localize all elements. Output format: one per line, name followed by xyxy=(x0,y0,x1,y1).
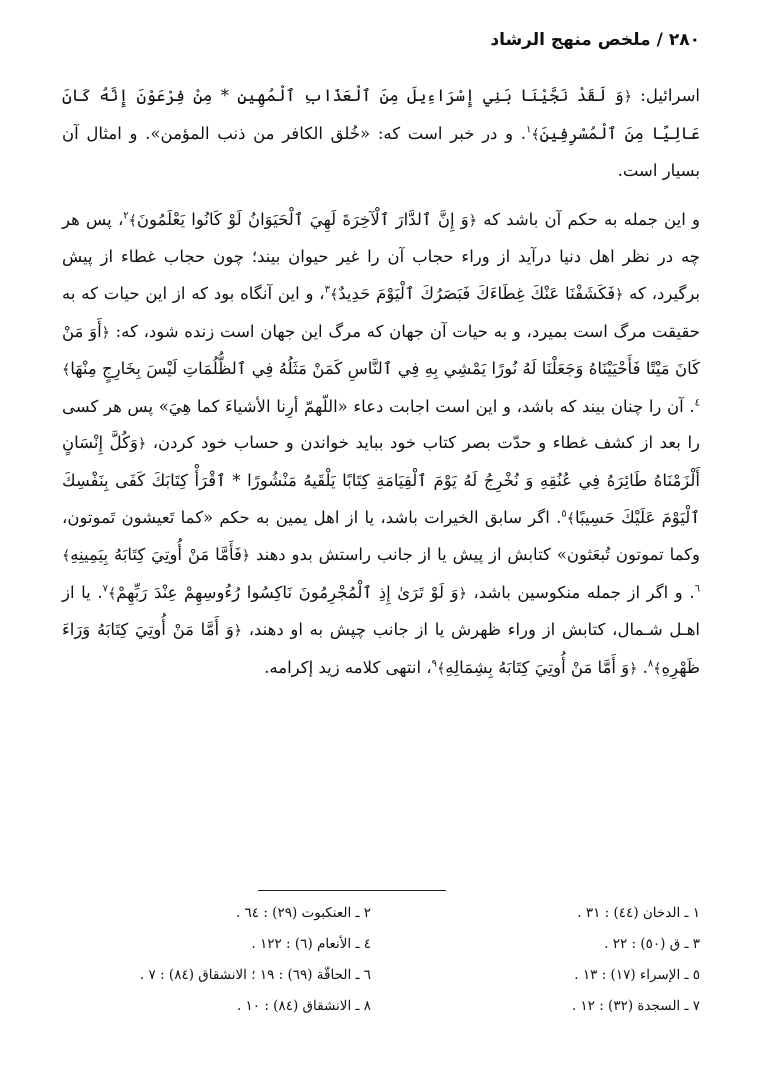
text-segment: . یا از اهـل شـمال، کتابش از وراء ظهرش یا از جانب چپش به او دهند، xyxy=(62,582,700,640)
quran-verse: وَ أَمَّا مَنْ أُوتِيَ كِتَابَهُ وَرَاءَ ظَهْرِهِ xyxy=(62,620,700,677)
text-segment: . اگر سابق الخيرات باشد، یا از اهل یمین به حکم «كما تَعيشون تَموتون، وكما تموتون تُبعَثون» کتابش از پیش یا از جانب راستش بدو دهند xyxy=(62,507,700,565)
quran-verse: وَ لَقَدْ نَجَّيْنَا بَنِي إِسْرَاءِيلَ مِنَ ٱلْعَذَابِ ٱلْمُهِينِ * مِنْ فِرْعَوْنَ إِنَّهُ كَانَ عَالِيًا مِنَ ٱلْمُسْرِفِينَ xyxy=(62,86,701,143)
quran-verse: فَكَشَفْنَا عَنْكَ غِطَاءَكَ فَبَصَرُكَ ٱلْيَوْمَ حَدِيدٌ xyxy=(338,283,616,303)
quran-verse: وَ أَمَّا مَنْ أُوتِيَ كِتَابَهُ بِشِمَالِهِ xyxy=(445,657,630,677)
quran-verse: وَ إِنَّ ٱلدَّارَ ٱلْآخِرَةَ لَهِيَ ٱلْحَيَوَانُ لَوْ كَانُوا يَعْلَمُونَ xyxy=(136,209,469,229)
footnote-ref: ۹ xyxy=(431,658,438,670)
paragraph-2: و این جمله به حکم آن باشد که ﴿وَ إِنَّ ٱلدَّارَ ٱلْآخِرَةَ لَهِيَ ٱلْحَيَوَانُ لَوْ كَانُوا يَعْلَمُونَ﴾$^۲$، پس هر چه در نظر اهل دنیا درآید از وراء حجاب آن را غیر حیوان بیند؛ چون حجاب غطاء از پیش برگیرد، که ﴿فَكَشَفْنَا عَنْكَ غِطَاءَكَ فَبَصَرُكَ ٱلْيَوْمَ حَدِيدٌ﴾$^۳$، و این آنگاه بود که از این حیات که به حقیقت مرگ است بمیرد، و به حیات آن جهان که مرگ این جهان است زنده شود، که: ﴿أَوَ مَنْ كَانَ مَيْتًا فَأَحْيَيْنَاهُ وَجَعَلْنَا لَهُ نُورًا يَمْشِي بِهِ فِي ٱلنَّاسِ كَمَنْ مَثَلُهُ فِي ٱلظُّلُمَاتِ لَيْسَ بِخَارِجٍ مِنْهَا﴾$^٤$. آن را چنان بیند که باشد، و این است اجابت دعاء «اللّهمّ أرِنا الأشياءَ كما هِيَ» پس هر کسی را بعد از کشف غطاء و حدّت بصر کتاب خود بباید خواندن و حساب خود کردن، ﴿وَكُلَّ إِنْسَانٍ أَلْزَمْنَاهُ طَائِرَهُ فِي عُنُقِهِ وَ نُخْرِجُ لَهُ يَوْمَ ٱلْقِيَامَةِ كِتَابًا يَلْقَيهُ مَنْشُورًا * ٱقْرَأْ كِتَابَكَ كَفَى بِنَفْسِكَ ٱلْيَوْمَ عَلَيْكَ حَسِيبًا﴾$^٥$. اگر سابق الخيرات باشد، یا از اهل یمین به حکم «كما تَعيشون تَموتون، وكما تموتون تُبعَثون» کتابش از پیش یا از جانب راستش بدو دهند ﴿فَأَمَّا مَنْ أُوتِيَ كِتَابَهُ بِيَمِينِهِ﴾$^٦$. و اگر از جمله منکوسین باشد، ﴿وَ لَوْ تَرَىٰ إِذِ ٱلْمُجْرِمُونَ نَاكِسُوا رُءُوسِهِمْ عِنْدَ رَبِّهِمْ﴾$^۷$. یا از اهـل شـمال، کتابش از وراء ظهرش یا از جانب چپش به او دهند، ﴿وَ أَمَّا مَنْ أُوتِيَ كِتَابَهُ وَرَاءَ ظَهْرِهِ﴾$^۸$. ﴿وَ أَمَّا مَنْ أُوتِيَ كِتَابَهُ بِشِمَالِهِ﴾$^۹$، انتهى كلامه زيد إكرامه. xyxy=(62,209,701,677)
text-segment: و این جمله به حکم آن باشد که xyxy=(476,209,700,229)
header-separator: / xyxy=(656,30,663,50)
footnote-item: ٦ ـ الحاقّة (٦۹) : ۱۹ ؛ الانشقاق (٨٤) : ۷ . xyxy=(139,967,371,983)
book-title: ملخص منهج الرشاد xyxy=(490,30,651,50)
text-segment: اسرائیل: xyxy=(632,86,701,105)
footnote-item: ٨ ـ الانشقاق (٨٤) : ۱۰ . xyxy=(236,998,371,1014)
footnote-item: ۱ ـ الدخان (٤٤) : ۳۱ . xyxy=(577,905,700,921)
footnote-item: ۲ ـ العنكبوت (۲۹) : ٦٤ . xyxy=(235,905,371,921)
main-text xyxy=(62,78,700,700)
footnote-ref: ۸ xyxy=(647,658,654,670)
footnote-ref: ۲ xyxy=(123,210,129,222)
footnote-item: ٥ ـ الإسراء (۱۷) : ۱۳ . xyxy=(574,967,700,983)
footnote-ref: ۳ xyxy=(324,284,331,296)
paragraph-1: اسرائیل: ﴿وَ لَقَدْ نَجَّيْنَا بَنِي إِسْرَاءِيلَ مِنَ ٱلْعَذَابِ ٱلْمُهِينِ * مِنْ فِرْعَوْنَ إِنَّهُ كَانَ عَالِيًا مِنَ ٱلْمُسْرِفِينَ﴾$^۱$. و در خبر است که: «خُلق الكافر من ذنب المؤمن». و امثال آن بسیار است. xyxy=(62,86,701,181)
footnotes xyxy=(62,905,700,1029)
text-segment: ، و این آنگاه بود که از این حیات که به حقیقت مرگ است بمیرد، و به حیات آن جهان که مرگ این جهان است زنده شود، که: xyxy=(62,283,700,341)
footnote-item: ٤ ـ الأنعام (٦) : ۱۲۲ . xyxy=(251,936,371,952)
text-segment: . آن را چنان بیند که باشد، و این است اجابت دعاء «اللّهمّ أرِنا الأشياءَ كما هِيَ» پس هر کسی را بعد از کشف غطاء و حدّت بصر کتاب خود بباید خواندن و حساب خود کردن، xyxy=(62,396,700,453)
footnote-item: ۳ ـ ق (٥۰) : ۲۲ . xyxy=(604,936,700,952)
footnote-divider xyxy=(258,890,446,891)
footnote-ref: ٥ xyxy=(561,508,567,520)
footnote-item: ۷ ـ السجدة (۳۲) : ۱۲ . xyxy=(571,998,700,1014)
footnote-ref: ۷ xyxy=(102,583,108,595)
footnote-ref: ۱ xyxy=(526,124,532,136)
quran-verse: وَكُلَّ إِنْسَانٍ أَلْزَمْنَاهُ طَائِرَهُ فِي عُنُقِهِ وَ نُخْرِجُ لَهُ يَوْمَ ٱلْقِيَامَةِ كِتَابًا يَلْقَيهُ مَنْشُورًا * ٱقْرَأْ كِتَابَكَ كَفَى بِنَفْسِكَ ٱلْيَوْمَ عَلَيْكَ حَسِيبًا xyxy=(62,433,700,527)
quran-verse: أَوَ مَنْ كَانَ مَيْتًا فَأَحْيَيْنَاهُ وَجَعَلْنَا لَهُ نُورًا يَمْشِي بِهِ فِي ٱلنَّاسِ كَمَنْ مَثَلُهُ فِي ٱلظُّلُمَاتِ لَيْسَ بِخَارِجٍ مِنْهَا xyxy=(62,321,700,379)
quran-verse: وَ لَوْ تَرَىٰ إِذِ ٱلْمُجْرِمُونَ نَاكِسُوا رُءُوسِهِمْ عِنْدَ رَبِّهِمْ xyxy=(116,582,459,602)
text-segment: . و اگر از جمله منکوسین باشد، xyxy=(466,582,695,602)
page-number: ۲۸۰ xyxy=(668,30,700,50)
text-segment: ، پس هر چه در نظر اهل دنیا درآید از وراء حجاب آن را غیر حیوان بیند؛ چون حجاب غطاء از پیش برگیرد، که xyxy=(62,209,701,303)
footnote-ref: ٤ xyxy=(694,397,700,409)
page-header xyxy=(490,30,700,50)
text-segment: . xyxy=(637,657,648,677)
quran-verse: فَأَمَّا مَنْ أُوتِيَ كِتَابَهُ بِيَمِينِهِ xyxy=(70,545,242,565)
text-segment: ، انتهى كلامه زيد إكرامه. xyxy=(264,657,432,677)
text-segment: . و در خبر است که: «خُلق الكافر من ذنب المؤمن». و امثال آن بسیار است. xyxy=(62,123,700,181)
footnote-ref: ٦ xyxy=(694,583,700,595)
